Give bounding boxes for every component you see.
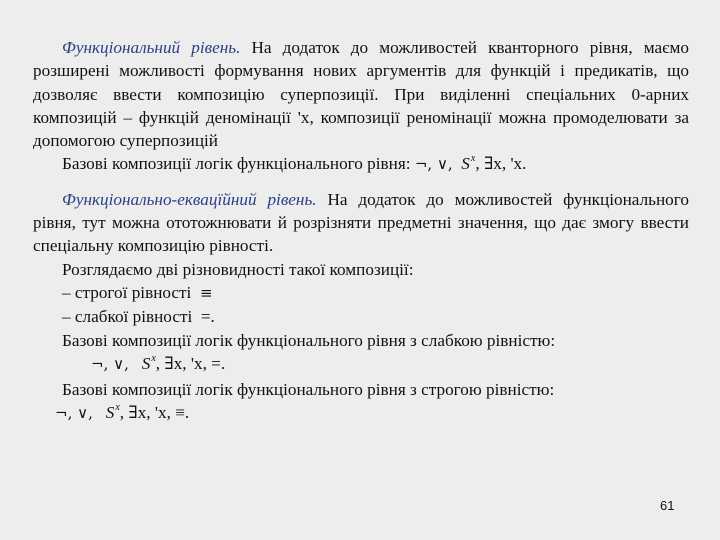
item-strong-equality — [33, 281, 689, 305]
item-strong-equality-text: – строгої рівності — [62, 282, 192, 302]
term-equational-level: Функціонально-еквацїйний рівень. — [62, 189, 317, 209]
page-number: 61 — [660, 498, 675, 513]
strong-superposition-symbol: S — [105, 403, 115, 423]
paragraph-equational-level-text: На додаток до можливостей функціонального рівня, тут можна ототожнювати й розрізняти предметні значення, що дає змогу ввести спеціальну композицію рівності. — [33, 189, 689, 256]
paragraph-functional-level-text: На додаток до можливостей кванторного рівня, маємо розширені можливості формування нових аргументів для функцій і предикатів, що дозволяє ввести композицію суперпозиції. При виділенні спеціальних 0-арних композицій – функцій деномінації 'x, композиції реномінації можна промоделювати за допомогою суперпозицій — [33, 38, 689, 151]
strong-superposition-superscript: x — [115, 402, 120, 414]
paragraph-two-kinds: Розглядаємо дві різновидності такої композиції: — [62, 259, 414, 279]
strong-equality-formula-tail: , ∃x, 'x, ≡. — [119, 403, 190, 423]
weak-equality-heading: Базові композиції логік функціонального рівня з слабкою рівністю: — [62, 330, 556, 350]
item-weak-equality — [33, 305, 689, 328]
basic-compositions-functional-text: Базові композиції логік функціонального рівня: — [62, 154, 411, 174]
paragraph-functional-level — [33, 36, 689, 152]
strong-equality-symbol: ≡ — [199, 283, 213, 302]
strong-equality-heading: Базові композиції логік функціонального рівня з строгою рівністю: — [62, 380, 555, 400]
weak-ops-neg-or: ¬, ∨, — [91, 354, 129, 373]
weak-superposition-symbol: S — [141, 353, 151, 373]
superposition-superscript: x — [470, 153, 476, 165]
item-weak-equality-text: – слабкої рівності — [62, 307, 193, 327]
strong-ops-neg-or: ¬, ∨, — [55, 404, 93, 423]
paragraph-equational-level — [33, 188, 689, 258]
superposition-symbol: S — [461, 154, 470, 174]
basic-compositions-functional-tail: , ∃x, 'x. — [475, 154, 527, 174]
basic-compositions-functional — [33, 152, 689, 178]
weak-equality-formula — [33, 352, 689, 378]
weak-equality-formula-tail: , ∃x, 'x, =. — [155, 353, 226, 373]
slide-content — [33, 36, 689, 428]
term-functional-level: Функціональний рівень. — [62, 38, 241, 57]
ops-neg-or: ¬, ∨, — [414, 155, 453, 174]
weak-superposition-superscript: x — [151, 352, 156, 364]
strong-equality-formula — [33, 401, 689, 427]
weak-equality-symbol: =. — [200, 307, 215, 327]
